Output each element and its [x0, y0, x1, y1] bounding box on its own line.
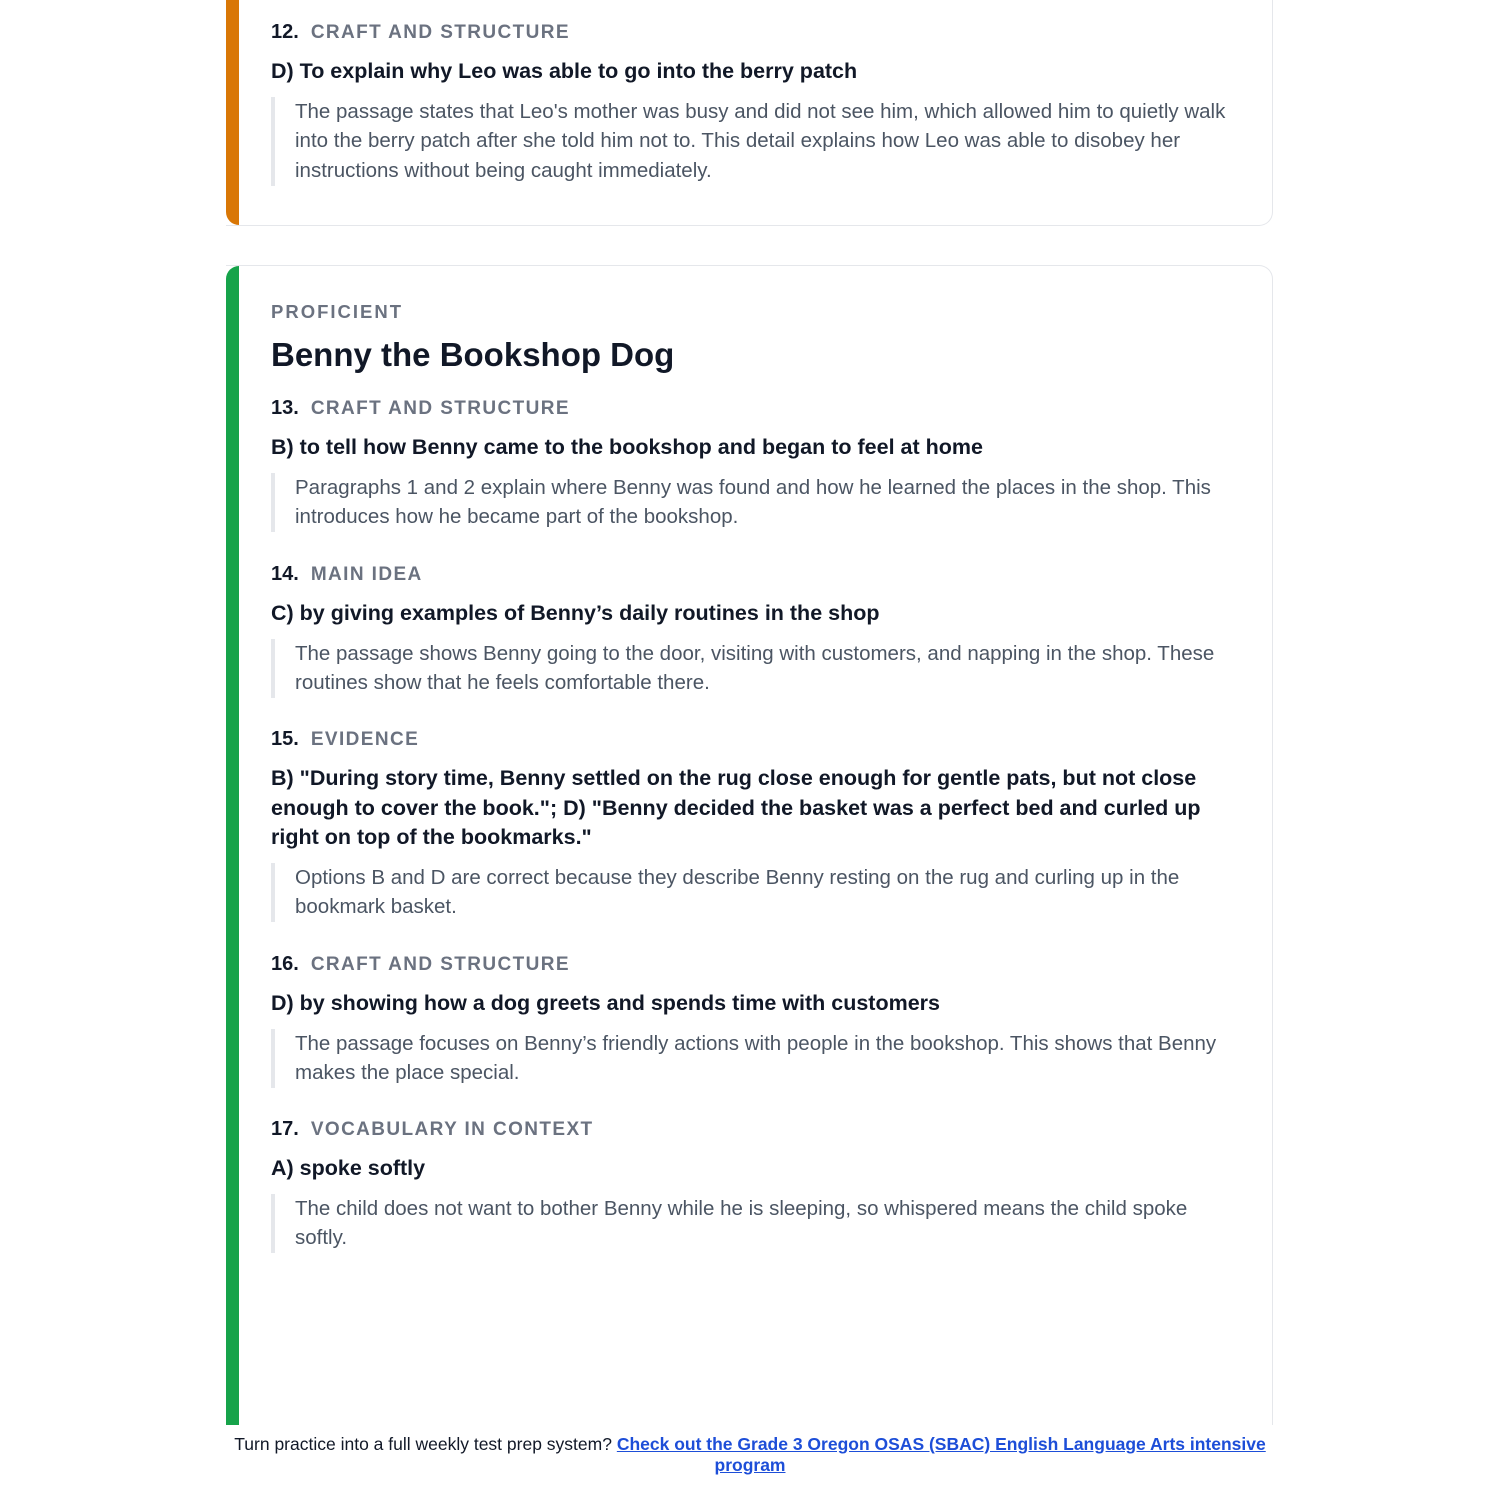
level-accent-bar [226, 266, 239, 1425]
footer-cta [200, 1434, 1300, 1476]
question-header [271, 394, 1234, 422]
question-number: 17. [271, 1118, 299, 1140]
answer-card-previous [226, 0, 1273, 226]
question-category: CRAFT AND STRUCTURE [310, 22, 570, 43]
answer-explanation: The passage states that Leo's mother was busy and did not see him, which allowed him to quietly walk into the berry patch after she told him not to. This detail explains how Leo was able to disobey her instructions without being caught immediately. [271, 97, 1234, 186]
answer-explanation: The child does not want to bother Benny while he is sleeping, so whispered means the child spoke softly. [271, 1194, 1234, 1254]
question-block-16 [271, 950, 1234, 1088]
correct-answer: D) To explain why Leo was able to go into the berry patch [271, 59, 858, 83]
footer-prompt: Turn practice into a full weekly test prep system? [234, 1434, 612, 1454]
question-category: CRAFT AND STRUCTURE [310, 398, 570, 419]
program-link[interactable]: Check out the Grade 3 Oregon OSAS (SBAC) English Language Arts intensive program [616, 1434, 1266, 1475]
question-category: VOCABULARY IN CONTEXT [310, 1119, 594, 1140]
correct-answer: B) "During story time, Benny settled on the rug close enough for gentle pats, but not close enough to cover the book."; D) "Benny decided the basket was a perfect bed and curled up right on top of the bookmarks." [271, 766, 1201, 849]
correct-answer: D) by showing how a dog greets and spends time with customers [271, 991, 940, 1015]
question-header [271, 18, 1234, 46]
level-tag: PROFICIENT [271, 301, 404, 322]
question-number: 15. [271, 728, 299, 750]
question-number: 12. [271, 21, 299, 43]
answer-explanation: The passage focuses on Benny’s friendly actions with people in the bookshop. This shows that Benny makes the place special. [271, 1029, 1234, 1089]
correct-answer: B) to tell how Benny came to the bookshop and began to feel at home [271, 435, 983, 459]
question-block-17 [271, 1115, 1234, 1253]
question-block-12 [271, 18, 1234, 186]
answer-card-passage [226, 265, 1273, 1425]
answer-explanation: Options B and D are correct because they describe Benny resting on the rug and curling up in the bookmark basket. [271, 863, 1234, 923]
correct-answer: C) by giving examples of Benny’s daily routines in the shop [271, 601, 880, 625]
correct-answer: A) spoke softly [271, 1156, 426, 1180]
question-header [271, 950, 1234, 978]
passage-header [271, 300, 1234, 376]
question-block-15 [271, 725, 1234, 922]
question-category: CRAFT AND STRUCTURE [310, 954, 570, 975]
question-category: EVIDENCE [310, 729, 420, 750]
answer-explanation: The passage shows Benny going to the door, visiting with customers, and napping in the shop. These routines show that he feels comfortable there. [271, 639, 1234, 699]
question-number: 13. [271, 397, 299, 419]
question-header [271, 1115, 1234, 1143]
question-header [271, 725, 1234, 753]
level-accent-bar [226, 0, 239, 225]
answer-explanation: Paragraphs 1 and 2 explain where Benny was found and how he learned the places in the shop. This introduces how he became part of the bookshop. [271, 473, 1234, 533]
question-block-13 [271, 394, 1234, 532]
question-header [271, 560, 1234, 588]
question-block-14 [271, 560, 1234, 698]
passage-title: Benny the Bookshop Dog [271, 336, 675, 373]
question-number: 14. [271, 563, 299, 585]
question-number: 16. [271, 953, 299, 975]
question-category: MAIN IDEA [310, 564, 423, 585]
